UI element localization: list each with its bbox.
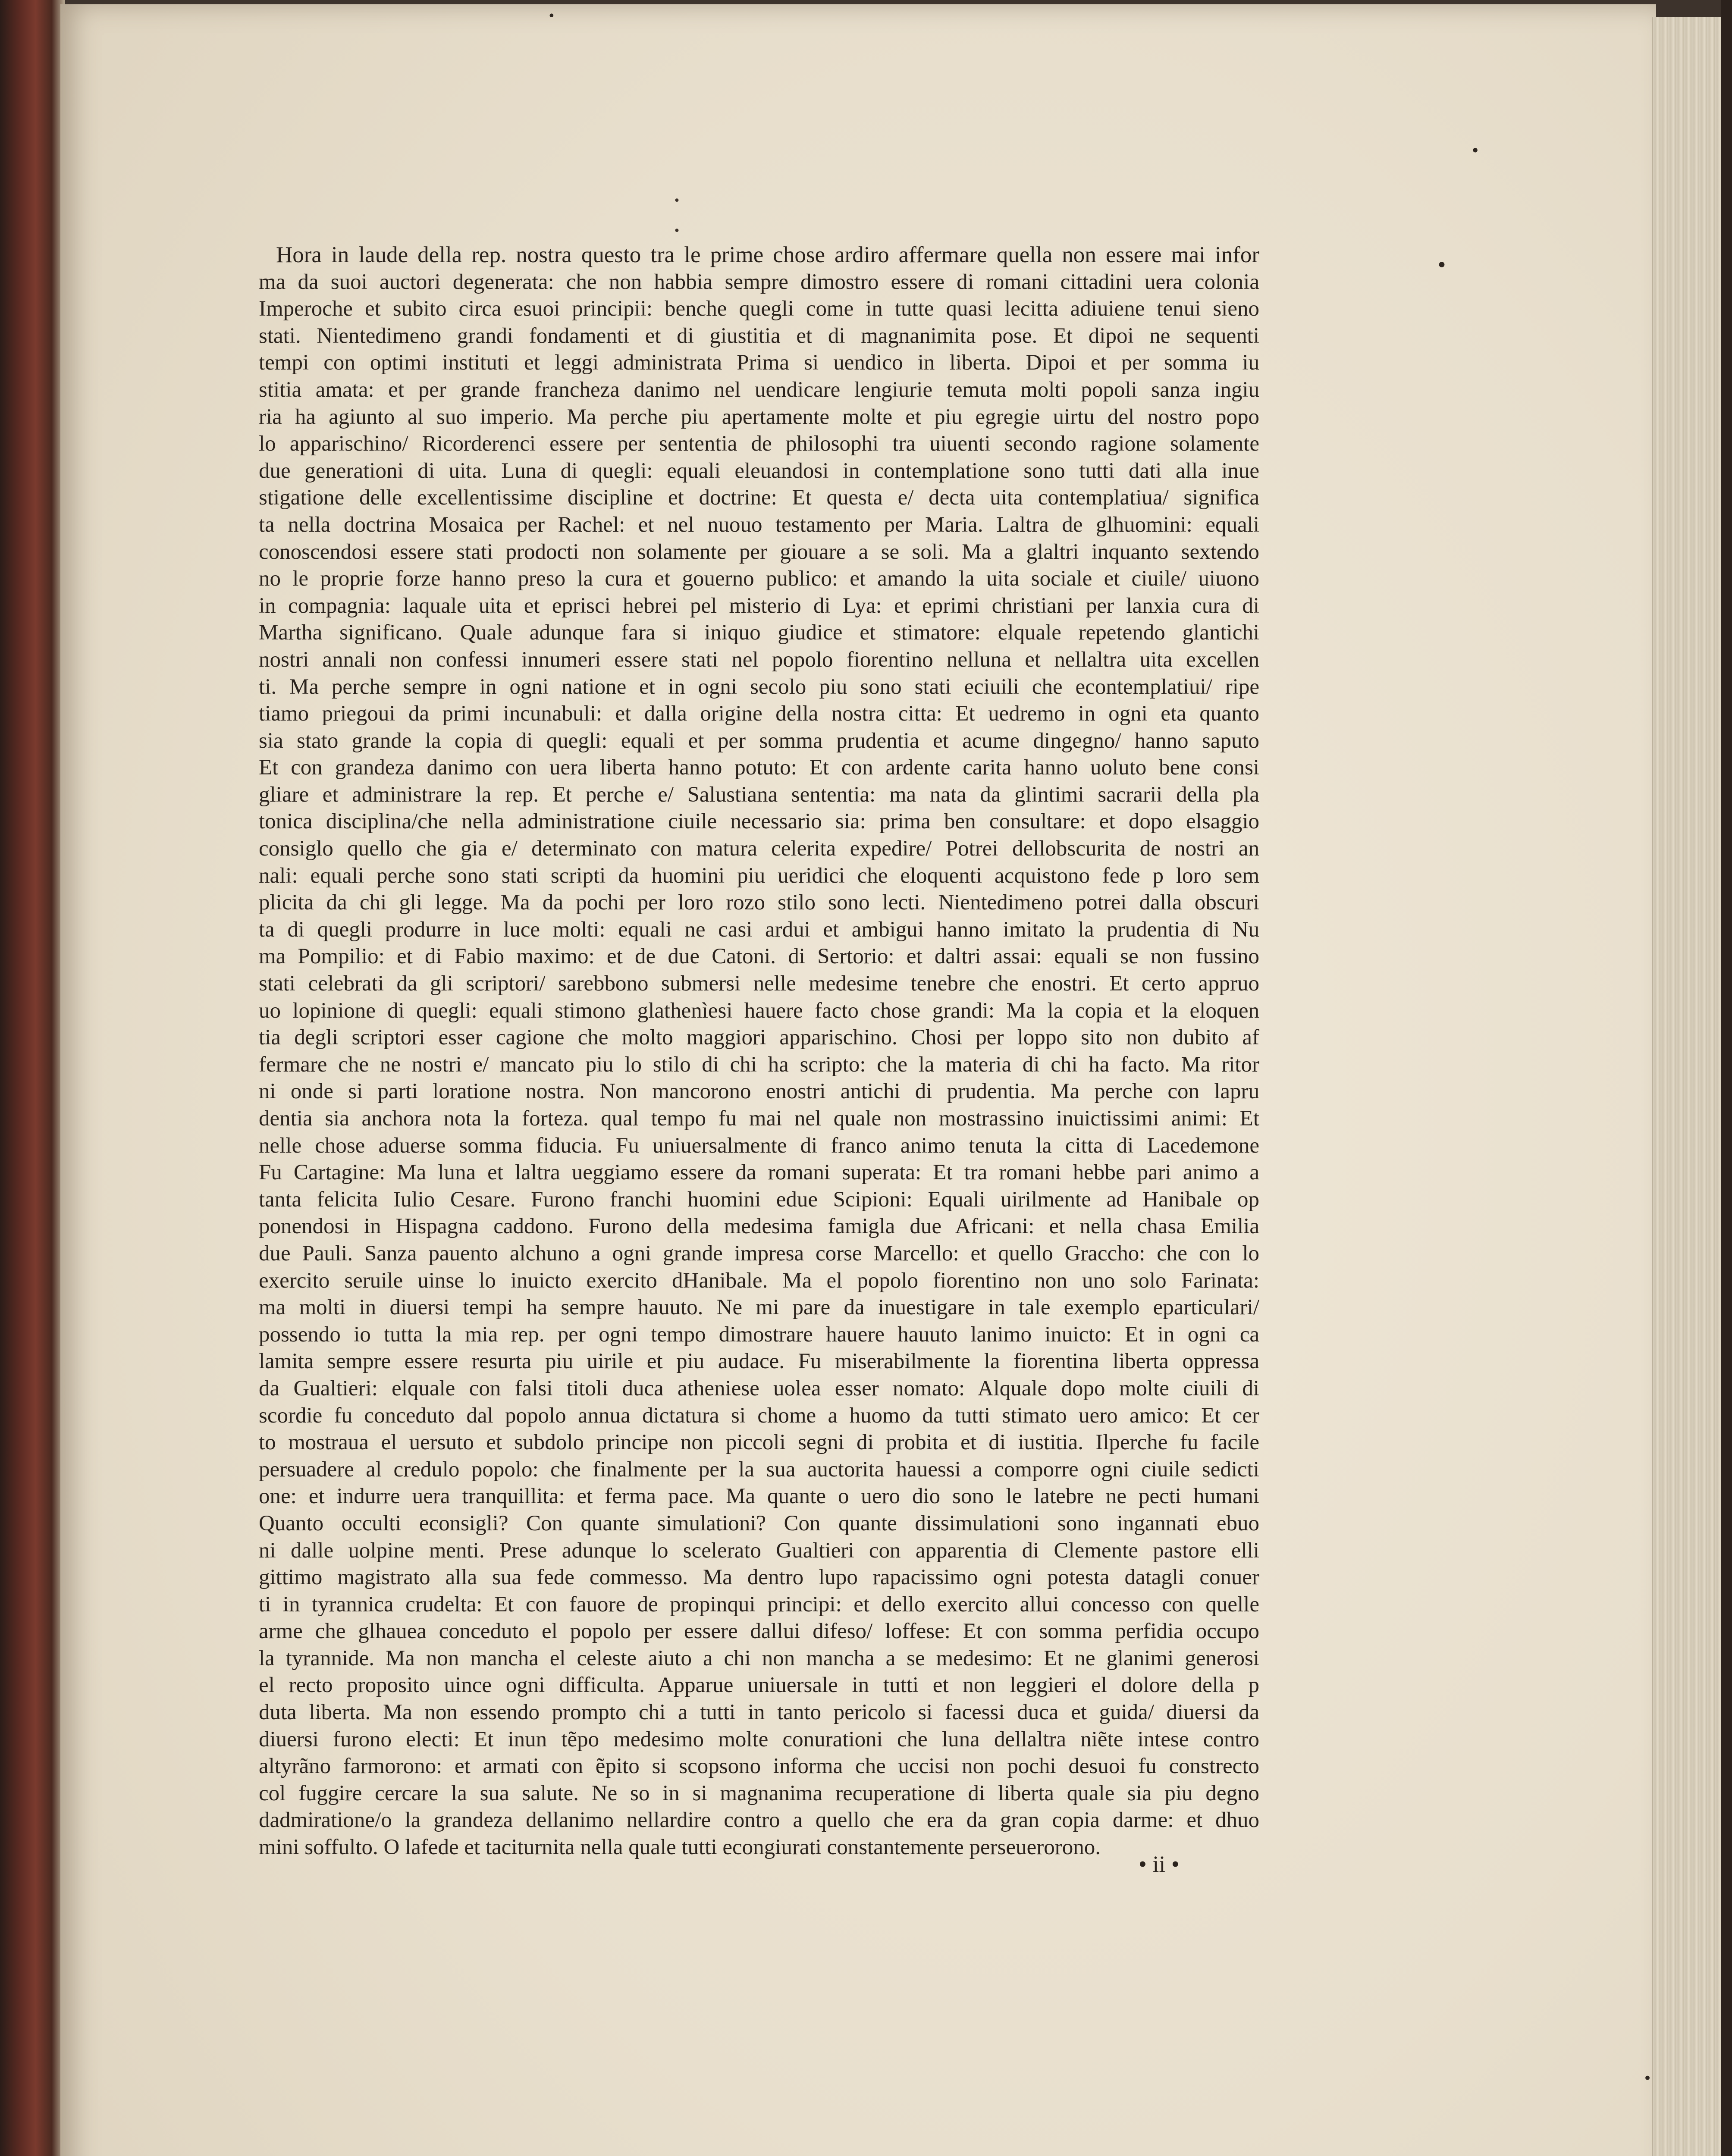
text-line: diuersi furono electi: Et inun tẽpo medesimo molte conurationi che luna dellaltra niẽte intese contro (259, 1727, 1259, 1752)
text-line: possendo io tutta la mia rep. per ogni tempo dimostrare hauere hauuto lanimo inuicto: Et in ogni ca (259, 1322, 1259, 1347)
text-line: tempi con optimi instituti et leggi administrata Prima si uendico in liberta. Dipoi et per somma iu (259, 351, 1259, 375)
text-line: Imperoche et subito circa esuoi principii: benche quegli come in tutte quasi lecitta adiuiene tenui sieno (259, 297, 1259, 321)
text-line: col fuggire cercare la sua salute. Ne so in si magnanima recuperatione di liberta quale sia piu degno (259, 1781, 1259, 1805)
text-line: one: et indurre uera tranquillita: et ferma pace. Ma quante o uero dio sono le latebre ne pecti humani (259, 1484, 1259, 1509)
text-line: da Gualtieri: elquale con falsi titoli duca atheniese uolea esser nomato: Alquale dopo molte ciuili di (259, 1376, 1259, 1401)
text-line: uo lopinione di quegli: equali stimono glathenìesi hauere facto chose grandi: Ma la copia et la eloquen (259, 998, 1259, 1023)
text-line: ti. Ma perche sempre in ogni natione et in ogni secolo piu sono stati eciuili che econtemplatiui/ ripe (259, 674, 1259, 699)
text-line: ta di quegli produrre in luce molti: equali ne casi ardui et ambigui hanno imitato la prudentia di Nu (259, 917, 1259, 942)
text-line: el recto proposito uince ogni difficulta. Apparue uniuersale in tutti et non leggieri el dolore della p (259, 1673, 1259, 1698)
text-line: to mostraua el uersuto et subdolo principe non piccoli segni di probita et di iustitia. Ilperche fu facile (259, 1430, 1259, 1455)
text-line: ta nella doctrina Mosaica per Rachel: et nel nuouo testamento per Maria. Laltra de glhuomini: equali (259, 512, 1259, 537)
page-edge-stack (1652, 17, 1722, 2156)
text-line: Hora in laude della rep. nostra questo tra le prime chose ardiro affermare quella non essere mai infor (276, 242, 1259, 267)
text-line: tonica disciplina/che nella administratione ciuile necessario sia: prima ben consultare: et dopo elsaggio (259, 809, 1259, 834)
text-line: ma da suoi auctori degenerata: che non habbia sempre dimostro essere di romani cittadini uera colonia (259, 270, 1259, 294)
text-line: tiamo priegoui da primi incunabuli: et dalla origine della nostra citta: Et uedremo in ogni eta quanto (259, 702, 1259, 726)
text-line: scordie fu conceduto dal popolo annua dictatura si chome a huomo da tutti stimato uero amico: Et cer (259, 1403, 1259, 1428)
ink-speck: • (1471, 142, 1480, 160)
text-line: dadmiratione/o la grandeza dellanimo nellardire contro a quello che era da gran copia darme: et dhuo (259, 1808, 1259, 1833)
text-line: fermare che ne nostri e/ mancato piu lo stilo di chi ha scripto: che la materia di chi ha facto. Ma ritor (259, 1052, 1259, 1077)
text-line: ma molti in diuersi tempi ha sempre hauuto. Ne mi pare da inuestigare in tale exemplo eparticulari/ (259, 1295, 1259, 1320)
text-line: Et con grandeza danimo con uera liberta hanno potuto: Et con ardente carita hanno uoluto bene consi (259, 755, 1259, 780)
text-line: consiglo quello che gia e/ determinato con matura celerita expedire/ Potrei dellobscurita de nostri an (259, 837, 1259, 861)
text-line: due Pauli. Sanza pauento alchuno a ogni grande impresa corse Marcello: et quello Graccho: che con lo (259, 1241, 1259, 1266)
text-line: duta liberta. Ma non essendo prompto chi a tutti in tanto pericolo si facessi duca et guida/ diuersi da (259, 1700, 1259, 1725)
text-line: plicita da chi gli legge. Ma da pochi per loro rozo stilo sono lecti. Nientedimeno potrei dalla obscuri (259, 890, 1259, 915)
background-edge (1721, 0, 1732, 2156)
text-line: arme che glhauea conceduto el popolo per essere dallui difeso/ loffese: Et con somma perfidia occupo (259, 1619, 1259, 1644)
ink-speck: • (1643, 2070, 1652, 2087)
text-line: sia stato grande la copia di quegli: equali et per somma prudentia et acume dingegno/ hanno saputo (259, 728, 1259, 753)
text-line: mini soffulto. O lafede et taciturnita nella quale tutti econgiurati constantemente perseuerorono. (259, 1835, 1101, 1860)
text-line: tanta felicita Iulio Cesare. Furono franchi huomini edue Scipioni: Equali uirilmente ad Hanibale op (259, 1187, 1259, 1212)
text-line: gittimo magistrato alla sua fede commesso. Ma dentro lupo rapacissimo ogni potesta datagli conuer (259, 1565, 1259, 1590)
text-line: nelle chose aduerse somma fiducia. Fu uniuersalmente di franco animo tenuta la citta di Lacedemone (259, 1133, 1259, 1158)
ink-speck: • (548, 9, 555, 24)
ink-speck: • (1436, 254, 1447, 276)
text-line: stigatione delle excellentissime discipline et doctrine: Et questa e/ decta uita contemplatiua/ significa (259, 486, 1259, 510)
text-line: Martha significano. Quale adunque fara si iniquo giudice et stimatore: elquale repetendo glantichi (259, 620, 1259, 645)
text-line: altyrãno farmorono: et armati con ẽpito si scopsono informa che uccisi non pochi desuoi fu constrecto (259, 1754, 1259, 1779)
text-line: ponendosi in Hispagna caddono. Furono della medesima famigla due Africani: et nella chasa Emilia (259, 1214, 1259, 1239)
text-line: ni onde si parti loratione nostra. Non mancorono enostri antichi di prudentia. Ma perche con lapru (259, 1079, 1259, 1104)
text-line: ria ha agiunto al suo imperio. Ma perche piu apertamente molte et piu egregie uirtu del nostro popo (259, 404, 1259, 429)
main-text-block (259, 241, 1259, 1863)
text-line: nali: equali perche sono stati scripti da huomini piu ueridici che eloquenti acquistono fede p loro sem (259, 863, 1259, 888)
text-line: dentia sia anchora nota la forteza. qual tempo fu mai nel quale non mostrassino inuictissimi animi: Et (259, 1106, 1259, 1131)
text-line: conoscendosi essere stati prodocti non solamente per giouare a se soli. Ma a glaltri inquanto sextendo (259, 539, 1259, 564)
text-line: stati. Nientedimeno grandi fondamenti et di giustitia et di magnanimita pose. Et dipoi ne sequenti (259, 323, 1259, 348)
book-binding (0, 0, 65, 2156)
text-line: in compagnia: laquale uita et eprisci hebrei pel misterio di Lya: et eprimi christiani per lanxia cura di (259, 593, 1259, 618)
text-line: lamita sempre essere resurta piu uirile et piu audace. Fu miserabilmente la fiorentina liberta oppressa (259, 1349, 1259, 1374)
text-line: stati celebrati da gli scriptori/ sarebbono submersi nelle medesime tenebre che enostri. Et certo appruo (259, 971, 1259, 996)
text-line: Fu Cartagine: Ma luna et laltra ueggiamo essere da romani superata: Et tra romani hebbe pari animo a (259, 1160, 1259, 1185)
text-line: nostri annali non confessi innumeri essere stati nel popolo fiorentino nelluna et nellaltra uita excellen (259, 647, 1259, 672)
signature-mark: • ii • (1139, 1851, 1180, 1877)
text-line: ti in tyrannica crudelta: Et con fauore de propinqui principi: et dello exercito allui concesso con quelle (259, 1592, 1259, 1617)
text-line: tia degli scriptori esser cagione che molto maggiori apparischino. Chosi per loppo sito non dubito af (259, 1025, 1259, 1050)
text-line: persuadere al credulo popolo: che finalmente per la sua auctorita hauessi a comporre ogni ciuile sedicti (259, 1457, 1259, 1482)
text-line: lo apparischino/ Ricorderenci essere per sententia de philosophi tra uiuenti secondo ragione solamente (259, 432, 1259, 456)
text-line: no le proprie forze hanno preso la cura et gouerno publico: et amando la uita sociale et ciuile/ uiuono (259, 567, 1259, 591)
text-line: exercito seruile uinse lo inuicto exercito dHanibale. Ma el popolo fiorentino non uno solo Farinata: (259, 1268, 1259, 1293)
text-line: gliare et administrare la rep. Et perche e/ Salustiana sententia: ma nata da glintimi sacrarii della pla (259, 782, 1259, 807)
text-line: due generationi di uita. Luna di quegli: equali eleuandosi in contemplatione sono tutti dati alla inue (259, 458, 1259, 483)
text-line: ni dalle uolpine menti. Prese adunque lo scelerato Gualtieri con apparentia di Clemente pastore elli (259, 1538, 1259, 1563)
text-line: stitia amata: et per grande francheza danimo nel uendicare lengiurie temuta molti popoli sanza ingiu (259, 377, 1259, 402)
text-line: ma Pompilio: et di Fabio maximo: et de due Catoni. di Sertorio: et daltri assai: equali se non fussino (259, 944, 1259, 969)
text-line: la tyrannide. Ma non mancha el celeste aiuto a chi non mancha a se medesimo: Et ne glanimi generosi (259, 1646, 1259, 1670)
text-line: Quanto occulti econsigli? Con quante simulationi? Con quante dissimulationi sono ingannati ebuo (259, 1511, 1259, 1536)
top-marks: · · (673, 185, 742, 246)
